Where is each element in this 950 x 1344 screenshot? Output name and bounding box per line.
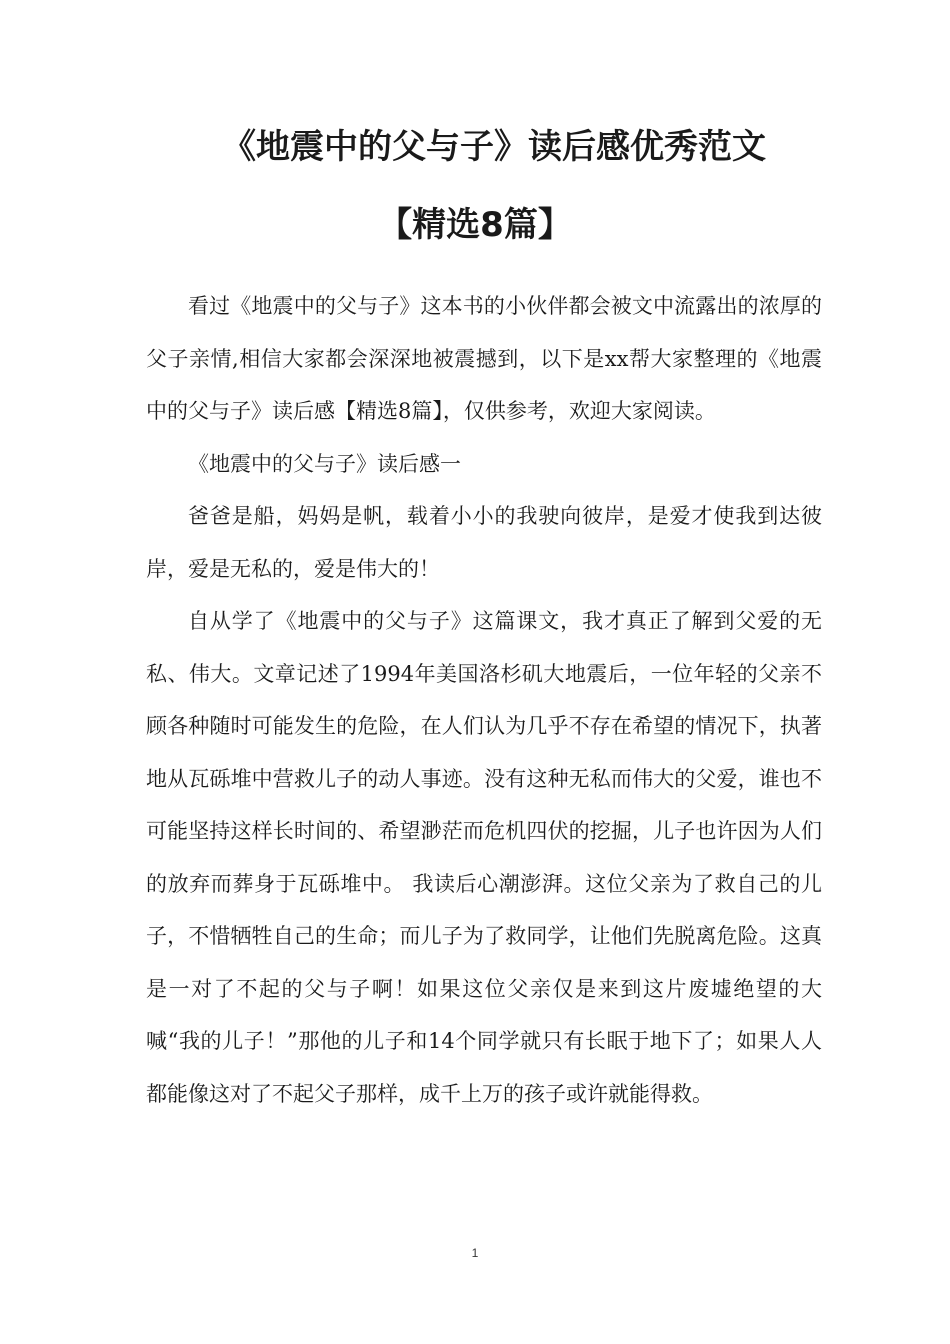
section-heading: 《地震中的父与子》读后感一 — [188, 451, 461, 476]
intro-paragraph: 看过《地震中的父与子》这本书的小伙伴都会被文中流露出的浓厚的父子亲情,相信大家都会深深地被震撼到，以下是xx帮大家整理的《地震中的父与子》读后感【精选8篇】，仅供参考，欢迎大家阅读。 — [146, 294, 822, 423]
page-number: 1 — [471, 1246, 479, 1260]
body-paragraph: 爸爸是船，妈妈是帆，载着小小的我驶向彼岸，是爱才使我到达彼岸，爱是无私的，爱是伟大的！ — [146, 504, 822, 581]
document-title-line-2: 【精选8篇】 — [378, 205, 572, 245]
document-body — [146, 280, 822, 1120]
body-paragraph: 自从学了《地震中的父与子》这篇课文，我才真正了解到父爱的无私、伟大。文章记述了1994年美国洛杉矶大地震后，一位年轻的父亲不顾各种随时可能发生的危险，在人们认为几乎不存在希望的情况下，执著地从瓦砾堆中营救儿子的动人事迹。没有这种无私而伟大的父爱，谁也不可能坚持这样长时间的、希望渺茫而危机四伏的挖掘，儿子也许因为人们的放弃而葬身于瓦砾堆中。 我读后心潮澎湃。这位父亲为了救自己的儿子，不惜牺牲自己的生命；而儿子为了救同学，让他们先脱离危险。这真是一对了不起的父与子啊！如果这位父亲仅是来到这片废墟绝望的大喊“我的儿子！”那他的儿子和14个同学就只有长眠于地下了；如果人人都能像这对了不起父子那样，成千上万的孩子或许就能得救。 — [146, 609, 822, 1106]
document-title-line-1: 《地震中的父与子》读后感优秀范文 — [222, 127, 766, 167]
